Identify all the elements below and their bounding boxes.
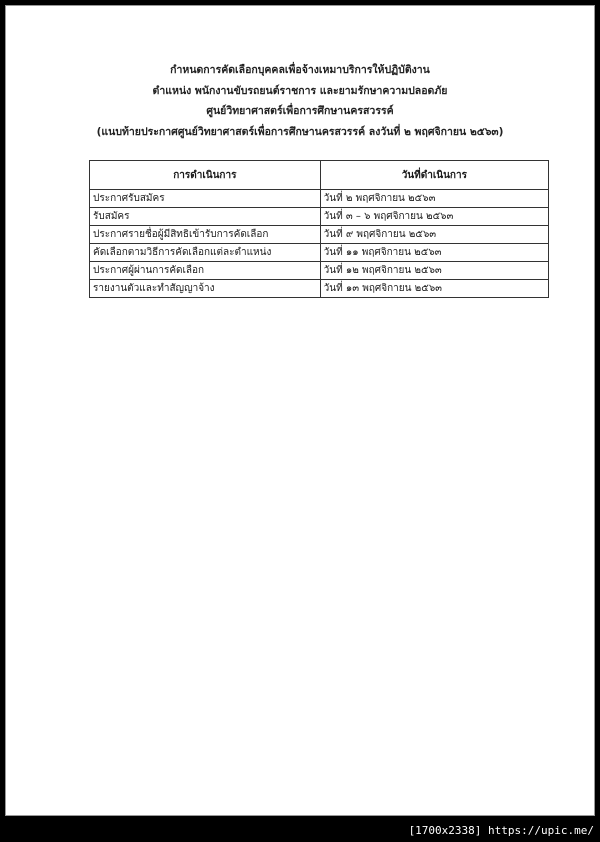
image-info-link[interactable]: [1700x2338] https://upic.me/ — [408, 824, 594, 837]
table-row — [90, 190, 549, 208]
table-row — [90, 280, 549, 298]
heading-line-3: ศูนย์วิทยาศาสตร์เพื่อการศึกษานครสวรรค์ — [206, 105, 394, 117]
schedule-table — [89, 160, 549, 298]
header-activity: การดำเนินการ — [90, 161, 321, 190]
heading-line-2: ตำแหน่ง พนักงานขับรถยนต์ราชการ และยามรักษาความปลอดภัย — [152, 84, 448, 97]
table-header-row — [90, 161, 549, 190]
date-cell: วันที่ ๑๓ พฤศจิกายน ๒๕๖๓ — [320, 280, 548, 298]
table-row — [90, 208, 549, 226]
activity-cell: รายงานตัวและทำสัญญาจ้าง — [90, 280, 321, 298]
date-cell: วันที่ ๙ พฤศจิกายน ๒๕๖๓ — [320, 226, 548, 244]
date-cell: วันที่ ๑๒ พฤศจิกายน ๒๕๖๓ — [320, 262, 548, 280]
footer-bar — [0, 822, 600, 842]
activity-cell: รับสมัคร — [90, 208, 321, 226]
document-page — [5, 5, 595, 816]
table-row — [90, 226, 549, 244]
date-cell: วันที่ ๒ พฤศจิกายน ๒๕๖๓ — [320, 190, 548, 208]
heading-line-1: กำหนดการคัดเลือกบุคคลเพื่อจ้างเหมาบริการให้ปฏิบัติงาน — [170, 64, 430, 76]
header-date: วันที่ดำเนินการ — [320, 161, 548, 190]
date-cell: วันที่ ๑๑ พฤศจิกายน ๒๕๖๓ — [320, 244, 548, 262]
activity-cell: ประกาศรายชื่อผู้มีสิทธิเข้ารับการคัดเลือก — [90, 226, 321, 244]
heading-line-4: (แนบท้ายประกาศศูนย์วิทยาศาสตร์เพื่อการศึกษานครสวรรค์ ลงวันที่ ๒ พฤศจิกายน ๒๕๖๓) — [96, 125, 504, 138]
activity-cell: คัดเลือกตามวิธีการคัดเลือกแต่ละตำแหน่ง — [90, 244, 321, 262]
document-heading — [6, 60, 594, 142]
activity-cell: ประกาศผู้ผ่านการคัดเลือก — [90, 262, 321, 280]
table-row — [90, 262, 549, 280]
table-row — [90, 244, 549, 262]
date-cell: วันที่ ๓ – ๖ พฤศจิกายน ๒๕๖๓ — [320, 208, 548, 226]
activity-cell: ประกาศรับสมัคร — [90, 190, 321, 208]
